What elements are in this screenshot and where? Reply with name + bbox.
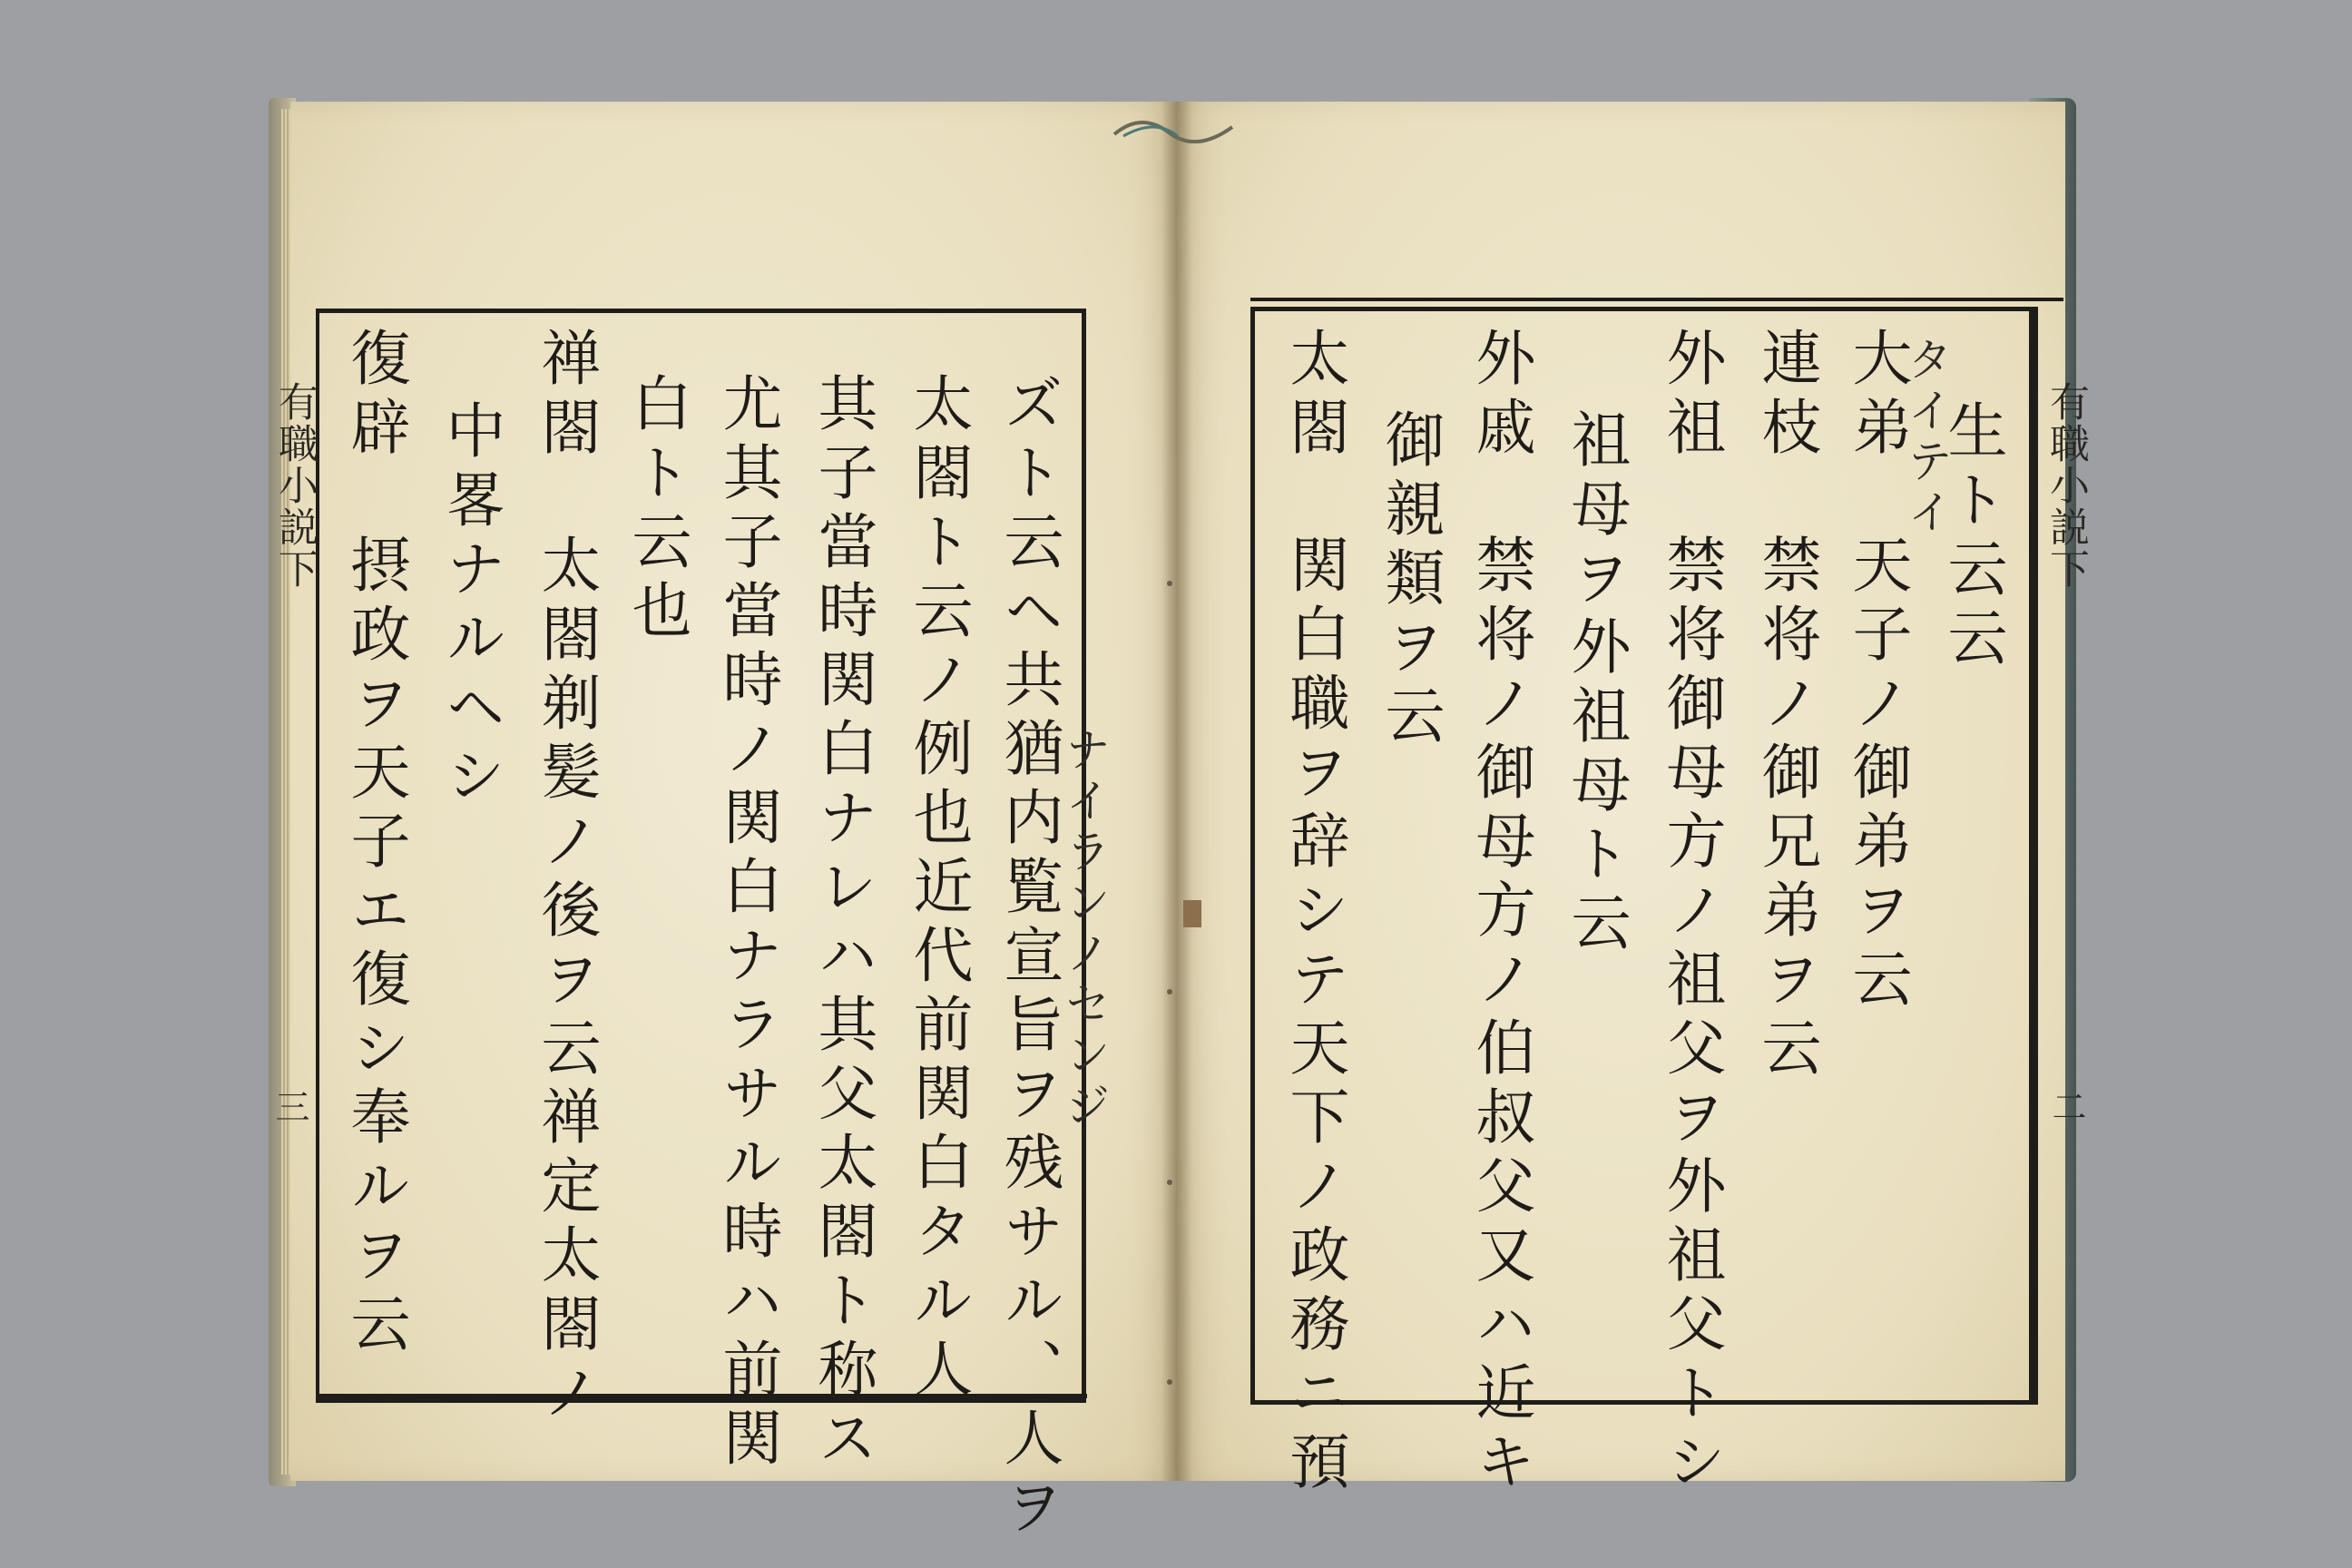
stitch-mark [1167, 989, 1172, 995]
left-margin-title: 有職小説下 [271, 381, 318, 590]
left-col-3: 其子當時関白ナレハ其父太閤ト称ス [808, 372, 877, 1475]
paper-stain [1183, 900, 1201, 927]
left-col-2: 太閤ト云ノ例也近代前関白タル人 [903, 372, 973, 1406]
left-folio: 三 [270, 1089, 309, 1123]
left-col-4: 尤其子當時ノ関白ナラサル時ハ前関 [712, 372, 782, 1475]
left-ruby-1: ナイランノセンジ [1058, 726, 1111, 1132]
right-col-6: 外戚 禁将ノ御母方ノ伯叔父又ハ近キ [1465, 327, 1535, 1499]
right-col-2: 大弟 天子ノ御弟ヲ云 [1842, 327, 1912, 1016]
right-frame-top-rule [1250, 298, 2063, 301]
stitch-mark [1167, 1180, 1172, 1185]
right-margin-title: 有職小説下 [2043, 381, 2089, 590]
right-col-3: 連枝 禁将ノ御兄弟ヲ云 [1751, 327, 1821, 1085]
stitch-mark [1167, 1379, 1172, 1385]
left-col-8: 復辟 摂政ヲ天子エ復シ奉ルヲ云 [340, 327, 410, 1361]
right-col-4: 外祖 禁将御母方ノ祖父ヲ外祖父トシ [1656, 327, 1726, 1499]
stitch-mark [1167, 581, 1172, 586]
right-col-1: 生ト云云 [1937, 399, 2007, 675]
right-col-5: 祖母ヲ外祖母ト云 [1561, 408, 1631, 960]
left-col-7: 中畧ナルヘシ [436, 399, 505, 813]
right-folio: 二 [2046, 1089, 2086, 1123]
left-col-6: 禅閤 太閤剃髪ノ後ヲ云禅定太閤ノ [531, 327, 601, 1430]
left-col-1: ズト云ヘ共猶内覧宣旨ヲ残サル、人ヲ [994, 372, 1063, 1544]
book-gutter [1161, 102, 1192, 1481]
right-frame-outer-rule [2029, 307, 2034, 1405]
left-col-5: 白ト云也 [622, 372, 691, 648]
binding-thread-icon [1105, 107, 1241, 143]
right-col-8: 太閤 関白職ヲ辞シテ天下ノ政務ニ預 [1279, 327, 1349, 1499]
right-ruby-1: タイテイ [1900, 336, 1953, 539]
right-col-7: 御親類ヲ云 [1375, 408, 1445, 753]
